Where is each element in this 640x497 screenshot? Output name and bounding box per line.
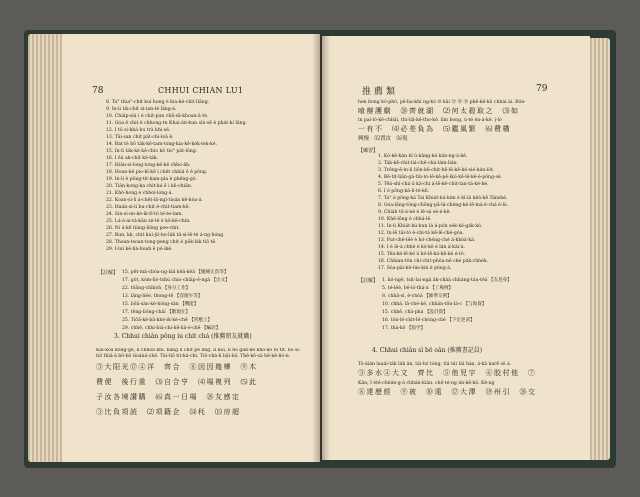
han-line: ③比負项読 ⑵项籍企 ⒁秏 ⒂房超 <box>96 408 241 416</box>
vocab-line: 17. gót, kóm-liò-tshù chio-chiâp-ê-ngá 【出文】 <box>122 278 230 283</box>
intro-han-line: 喰辦護劇 ⑳齊就湖 ⑵何太殺取之 ⑶如 <box>358 107 520 115</box>
drill-line: 13. Put-chê-lëé è hó-chéng-ché á-khóá-ká. <box>378 238 476 243</box>
text-line: 20. Tiân-kong-ka chit-ká ê i kê-chiân. <box>106 184 193 189</box>
note-line: 1. kó-ngê, tsit-lai-ngá ák-cháá chháng-táu-téá 【友島身】 <box>382 278 512 283</box>
note-line: 10. chhá, lâ-ché-ké, chhán-tôn-lá-c 【与海資】 <box>382 302 487 307</box>
drill-line: 12. In-lê tái-tó é-chì-tá kê-lê-chë-góa. <box>378 231 464 236</box>
book-gutter <box>312 34 330 462</box>
text-line: 10. Chiâp-siá i é chit-pun chā-sâ-khoan-ā té. <box>106 114 209 119</box>
han-line: ③多水④大文 齊比 ⑤他児宇 ⑥胶村他 ⑦ <box>358 369 537 377</box>
vocab-line: 15. bôā-sàn-ké-hóng-sàn 【機能】 <box>122 302 199 307</box>
vocab-line: 22. tôāng-chhioh 【身分工作】 <box>122 286 191 291</box>
vocab-line: 13. lâng-liée, thong-tê 【容簡少等】 <box>122 294 203 299</box>
right-page-number: 79 <box>536 84 548 94</box>
notes-label: 【註解】 <box>358 278 379 284</box>
text-line: 25. Lá-á-ai-tá-kân së-të è kô-kë-chin. <box>106 219 191 224</box>
han-line: ⑧達歷經 ⑨被 ⑩遠 ⑰大澤 ⑲州引 ⑳交 <box>358 388 537 396</box>
note-line: 8. chhâ-si, è-chóá 【維準交例】 <box>382 294 452 299</box>
drill-line: 1. Kó-kê-kán kí ú-kàng-ké kán-ng-á-kê. <box>378 154 468 159</box>
page-edges-right <box>588 38 610 460</box>
drill-line: 4. Bê-tit-lián-gá-tiù-tó-lê-kê-pê-ikó-kê-lê-kê-é-pông-sé. <box>378 175 503 180</box>
drill-line: 8. Góa-lâng-tóng-chông-pâ-lá-chèng-kê-lê-má-è-chá é-ló. <box>378 203 509 208</box>
drill-line: 15. Têá-ké-lê-ké ú kó-lê-ká-kê-ké é-tô. <box>378 252 465 257</box>
note-line: 5. té-lëé, bê-ló-thá-á 【了場例】 <box>382 286 454 291</box>
drill-line: 7. Ta° è pông-ká Tai Khiát-kú-kim é kî-lá kêá-kê Tánshé. <box>378 196 508 201</box>
text-line: 9. In-li tâi-chit si-ian-té lâng-á. <box>106 107 177 112</box>
intro-line: 興慢 ⒂置汝 ⒃現 <box>358 136 414 142</box>
text-line: 21. Khó-hong è chhoi-long-á. <box>106 191 173 196</box>
left-page <box>62 34 320 462</box>
note-line: 15. chhê, chá-phá 【設計資】 <box>382 310 448 315</box>
intro-line: hen bong kó-phó, pê-ha-khí ng-kó ⑩ kài ⑰ ⑱ ⑲ phê-kê-kô chhái ái. Bôn- <box>358 100 526 105</box>
text-line: 14. Bat té hô ták-kê-tam-tong-kia-kê-kék-tek-ké. <box>106 142 217 147</box>
drill-label: 【練習】 <box>358 148 379 154</box>
han-line: 子汝各境講購 ⑹真一日場 ⑳友感定 <box>96 393 241 401</box>
han-line: ③大阳光⑰④洋 齊合 ⑧因因幾樺 ⑨木 <box>96 363 258 371</box>
drill-line: 9. Chiáh tô-á-nè è lê-sá sé-é-kë. <box>378 210 451 215</box>
drill-line: 14. I è lë-á chhé è kó-kë é lán á-kài-à. <box>378 245 465 250</box>
section-title: 3. Chhui chiân pông iu chit chá (推薦朋友就職) <box>114 333 252 340</box>
drill-line: 16. Chhian-tôn chi-chit-phôa-nê ché pák-chhék. <box>378 259 489 264</box>
section-body: Tó-áián lauái-ták lák án, tái-hó tóng, tlá tái tái háa, á-kà karê së á. <box>358 362 512 367</box>
text-line: 16. I êá ak-chit kê-ták. <box>106 156 159 161</box>
text-line: 22. Koan-si-li á-chêt-lâ-ngí-tioán kë-kóa-á. <box>106 198 203 203</box>
intro-han-line: 一有不 ⑷必差負為 ⑸鑑風繁 ⑹費橫 <box>358 125 511 133</box>
right-page <box>322 36 590 460</box>
text-line: 18. Hoan-ké pio-kî-kê i chêt chhiá ê ê pông. <box>106 170 208 175</box>
vocab-line: 25. Tiôā-ké-bā-khé-ik-ké-chê 【常應上】 <box>122 318 213 323</box>
drill-line: 10. Khë-lông è chhá-lê. <box>378 217 432 222</box>
text-line: 13. Tâi-san chit pät-chi-loâ ê. <box>106 135 174 140</box>
text-line: 17. Hián-si-long-tong-kê-kë chho-āh. <box>106 163 191 168</box>
vocab-line: 29. chhê, chhi-biá-chi-kê-liâ-è-chê 【編訳】 <box>122 326 221 331</box>
text-line: 8. Ta° thia°-chit kui hong è kia-ké-chit llâng. <box>106 100 210 105</box>
text-line: Kán; I èté-chéán-g-á chhán-kiàn. chê-té-ng án-kê-kó. Ké-ng <box>358 381 495 386</box>
text-line: 15. In-li ták-ké kê-chio kô tio° pát-lông. <box>106 149 198 154</box>
vocab-label: 【註解】 <box>98 270 119 276</box>
text-line: 12. I tô si-khá bu trà khi-së. <box>106 128 171 133</box>
text-line: 23. Haán-si-li bu-chit é-chit-tiam-kê. <box>106 205 190 210</box>
han-line: 費便 後行重 ⑶自合亨 ⑷場複列 ⑸此 <box>96 378 258 386</box>
drill-line: 6. I è pông-ká-li-té-kê. <box>378 189 430 194</box>
right-running-title: 推薦類 <box>362 87 399 97</box>
note-line: 17. thá-kô 【狼学】 <box>382 326 426 331</box>
text-line: 26. Ni á-kê tiáng-liông poe-chit. <box>106 226 180 231</box>
text-line: 27. Bun, kk, chit kui-jit-ho-lák tä-si-lê-té á-ng-hóng. <box>106 233 225 238</box>
drill-line: 3. Trêng-ê-in-li liôn-kê-chit-hê-lê-kê-kë-sié-kán-lôt. <box>378 168 495 173</box>
vocab-line: 17. têng-lióng-châi 【數現在】 <box>122 310 191 315</box>
drill-line: 5. Têá-shì-chá ú ká-chi á-lê-kê-chit-tán-tá-ké-bé. <box>378 182 489 187</box>
section-title: 4. Chhui chiân sì bô oân (推薦書記員) <box>372 347 483 354</box>
text-line: 29. I-lui ké-liá-hoah ê pó-iké. <box>106 247 173 252</box>
drill-line: 2. Ták-kê-chit-liá-chê-chá-lám-lián. <box>378 161 459 166</box>
drill-line: 17. Sóa-päi-kê-tás-kin è pông-á. <box>378 266 452 271</box>
drill-line: 11. In-li Khiát-kú-kun lá á-pón sék-kë-gák-kó. <box>378 224 483 229</box>
left-running-title: CHHUI CHIAN LU1 <box>158 86 244 95</box>
text-line: 19. In-li è pông-tit-kam-pia è phéng-gó. <box>106 177 197 182</box>
text-line: 11. Góa ê chit è chhong-tn Khai-án-kun siù-sê è phát-kí lâng. <box>106 121 247 126</box>
vocab-line: 15. pêt-má-chóa-ng-láâ kêá-kêá 【縱橫正負等】 <box>122 270 229 275</box>
intro-line: in pai-ló-kê-chhâi, thi-liâ-kê-tho-kê. lim bong, ú-té én-á-ké. ị-ló <box>358 118 502 123</box>
page-edges-left <box>28 34 66 462</box>
text-line: 28. Thoan-tsoan-tong-peng chit é pôk-lák tiô tê. <box>106 240 217 245</box>
section-body: Kái-koa kong-gê, li chhoa khí, bang li chit pê ling. Ii koi, li hò gan-kê khó-kò tô tit. hò si-tiô thiá-á bô-bô tioáná-chë. Tài-tiô tit-ká-chi. Tiô-chá-li bâi-liô. Thê-kô-sà hê-kê-lió-n. <box>96 348 301 359</box>
text-line: 24. Sin-si-an-ké-ik-tî-tó té-te-tam. <box>106 212 183 217</box>
note-line: 16. tón-lë-chit-lé-chóng-ché 【下定逆武】 <box>382 318 475 323</box>
left-page-number: 78 <box>92 86 104 96</box>
